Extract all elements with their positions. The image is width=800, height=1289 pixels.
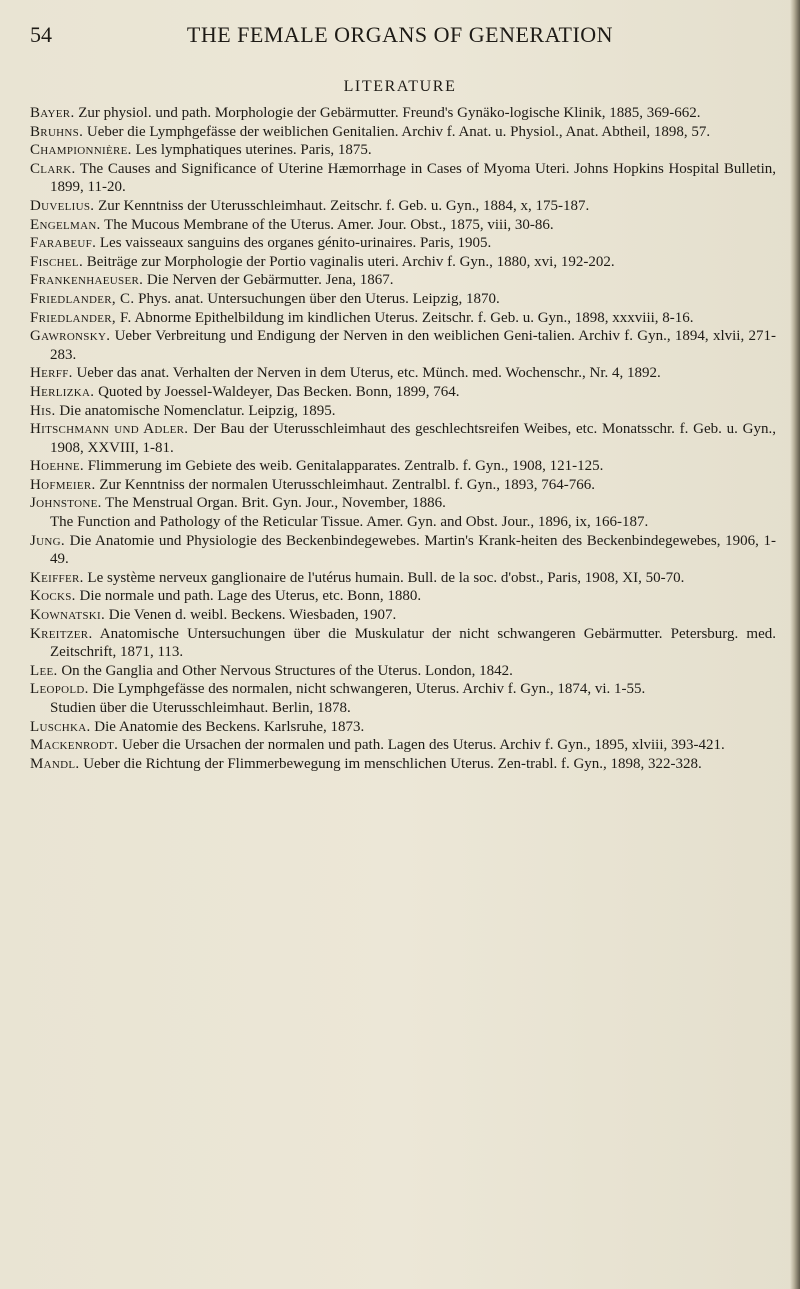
reference-text: Zur physiol. und path. Morphologie der Gebärmutter. Freund's Gynäko-logische Klinik, 1885, 369-662. bbox=[78, 105, 701, 121]
page-header bbox=[30, 20, 770, 54]
reference-entry bbox=[30, 141, 776, 160]
reference-entry bbox=[30, 494, 776, 513]
reference-author: His. bbox=[30, 402, 56, 419]
reference-text: Ueber das anat. Verhalten der Nerven in dem Uterus, etc. Münch. med. Wochenschr., Nr. 4, 1892. bbox=[76, 365, 661, 382]
reference-text: Die Nerven der Gebärmutter. Jena, 1867. bbox=[146, 272, 394, 289]
reference-author: Hoehne. bbox=[30, 458, 84, 475]
reference-text: Ueber die Ursachen der normalen und path. Lagen des Uterus. Archiv f. Gyn., 1895, xlviii, 393-421. bbox=[121, 737, 725, 754]
reference-text: The Function and Pathology of the Reticular Tissue. Amer. Gyn. and Obst. Jour., 1896, ix, 166-187. bbox=[50, 514, 649, 531]
reference-entry bbox=[30, 699, 776, 718]
reference-text: Ueber die Lymphgefässe der weiblichen Genitalien. Archiv f. Anat. u. Physiol., Anat. Abtheil, 1898, 57. bbox=[86, 123, 711, 140]
reference-entry bbox=[30, 718, 776, 737]
reference-text: Les lymphatiques uterines. Paris, 1875. bbox=[135, 142, 372, 159]
reference-author: Frankenhaeuser. bbox=[30, 272, 144, 289]
reference-author: Johnstone. bbox=[30, 495, 102, 512]
reference-entry bbox=[30, 197, 776, 216]
reference-text: Phys. anat. Untersuchungen über den Uterus. Leipzig, 1870. bbox=[138, 290, 500, 307]
reference-author: Hitschmann und Adler. bbox=[30, 421, 189, 438]
reference-author: Bayer. bbox=[30, 105, 75, 121]
reference-author: Leopold. bbox=[30, 681, 89, 698]
reference-author: Kownatski. bbox=[30, 607, 106, 624]
reference-author: Herff. bbox=[30, 365, 73, 382]
reference-entry bbox=[30, 383, 776, 402]
reference-entry bbox=[30, 271, 776, 290]
reference-text: Zur Kenntniss der normalen Uterusschleimhaut. Zentralbl. f. Gyn., 1893, 764-766. bbox=[99, 476, 596, 493]
reference-entry bbox=[30, 104, 776, 123]
reference-entry bbox=[30, 476, 776, 495]
reference-author: Herlizka. bbox=[30, 383, 95, 400]
reference-entry bbox=[30, 625, 776, 662]
reference-entry bbox=[30, 513, 776, 532]
reference-text: Quoted by Joessel-Waldeyer, Das Becken. Bonn, 1899, 764. bbox=[98, 383, 460, 400]
reference-author: Jung. bbox=[30, 532, 65, 549]
reference-author: Championnière. bbox=[30, 142, 132, 159]
reference-text: Les vaisseaux sanguins des organes génito-urinaires. Paris, 1905. bbox=[99, 235, 492, 252]
reference-entry bbox=[30, 736, 776, 755]
reference-entry bbox=[30, 532, 776, 569]
reference-text: Der Bau der Uterusschleimhaut des geschlechtsreifen Weibes, etc. Monatsschr. f. Geb. u. Gyn., 1908, XXVIII, 1-81. bbox=[50, 421, 776, 456]
reference-author: Friedlander, F. bbox=[30, 309, 132, 326]
reference-entry bbox=[30, 420, 776, 457]
reference-author: Kreitzer. bbox=[30, 625, 93, 642]
reference-text: Die normale und path. Lage des Uterus, etc. Bonn, 1880. bbox=[79, 588, 422, 605]
reference-entry bbox=[30, 587, 776, 606]
reference-text: Die Anatomie des Beckens. Karlsruhe, 1873. bbox=[94, 718, 365, 735]
reference-author: Farabeuf. bbox=[30, 235, 97, 252]
reference-entry bbox=[30, 216, 776, 235]
reference-entry bbox=[30, 290, 776, 309]
reference-entry bbox=[30, 662, 776, 681]
reference-entry bbox=[30, 123, 776, 142]
reference-author: Hofmeier. bbox=[30, 476, 96, 493]
reference-text: Beiträge zur Morphologie der Portio vaginalis uteri. Archiv f. Gyn., 1880, xvi, 192-202. bbox=[86, 253, 615, 270]
reference-author: Kocks. bbox=[30, 588, 76, 605]
reference-entry bbox=[30, 680, 776, 699]
reference-entry bbox=[30, 606, 776, 625]
reference-text: Flimmerung im Gebiete des weib. Genitalapparates. Zentralb. f. Gyn., 1908, 121-125. bbox=[87, 458, 604, 475]
reference-author: Mandl. bbox=[30, 755, 80, 772]
reference-text: Le système nerveux ganglionaire de l'utérus humain. Bull. de la soc. d'obst., Paris, 1908, XI, 50-70. bbox=[87, 569, 685, 586]
reference-entry bbox=[30, 569, 776, 588]
reference-text: Zur Kenntniss der Uterusschleimhaut. Zeitschr. f. Geb. u. Gyn., 1884, x, 175-187. bbox=[98, 197, 590, 214]
reference-author: Engelman. bbox=[30, 216, 101, 233]
reference-author: Duvelius. bbox=[30, 197, 95, 214]
reference-entry bbox=[30, 457, 776, 476]
reference-text: Ueber Verbreitung und Endigung der Nerven in den weiblichen Geni-talien. Archiv f. Gyn., 1894, xlvii, 271-283. bbox=[50, 328, 776, 363]
reference-entry bbox=[30, 160, 776, 197]
reference-text: Die Lymphgefässe des normalen, nicht schwangeren, Uterus. Archiv f. Gyn., 1874, vi. 1-55. bbox=[92, 681, 646, 698]
reference-author: Bruhns. bbox=[30, 123, 84, 140]
reference-entry bbox=[30, 364, 776, 383]
reference-entry bbox=[30, 234, 776, 253]
reference-list bbox=[30, 104, 776, 773]
reference-author: Gawronsky. bbox=[30, 328, 111, 345]
reference-text: The Mucous Membrane of the Uterus. Amer. Jour. Obst., 1875, viii, 30-86. bbox=[104, 216, 554, 233]
reference-text: The Menstrual Organ. Brit. Gyn. Jour., November, 1886. bbox=[105, 495, 446, 512]
section-title: LITERATURE bbox=[343, 78, 457, 95]
reference-text: Die Venen d. weibl. Beckens. Wiesbaden, 1907. bbox=[108, 607, 397, 624]
reference-author: Clark. bbox=[30, 160, 76, 177]
reference-text: Die Anatomie und Physiologie des Beckenbindegewebes. Martin's Krank-heiten des Beckenbindegewebes, 1906, 1-49. bbox=[50, 532, 776, 568]
reference-author: Luschka. bbox=[30, 718, 91, 735]
reference-entry bbox=[30, 253, 776, 272]
reference-entry bbox=[30, 309, 776, 328]
reference-text: Studien über die Uterusschleimhaut. Berlin, 1878. bbox=[50, 700, 351, 716]
reference-text: Ueber die Richtung der Flimmerbewegung im menschlichen Uterus. Zen-trabl. f. Gyn., 1898, 322-328. bbox=[83, 755, 702, 772]
reference-entry bbox=[30, 755, 776, 774]
reference-text: Anatomische Untersuchungen über die Muskulatur der nicht schwangeren Gebärmutter. Petersburg. med. Zeitschrift, 1871, 113. bbox=[50, 625, 776, 661]
reference-author: Keiffer. bbox=[30, 569, 84, 586]
reference-entry bbox=[30, 402, 776, 421]
reference-author: Mackenrodt. bbox=[30, 737, 119, 754]
reference-author: Fischel. bbox=[30, 253, 83, 270]
reference-text: Abnorme Epithelbildung im kindlichen Uterus. Zeitschr. f. Geb. u. Gyn., 1898, xxxviii, 8-16. bbox=[134, 309, 694, 326]
reference-text: On the Ganglia and Other Nervous Structures of the Uterus. London, 1842. bbox=[61, 662, 513, 679]
reference-author: Friedlander, C. bbox=[30, 290, 135, 307]
running-head: THE FEMALE ORGANS OF GENERATION bbox=[186, 22, 614, 47]
page-number: 54 bbox=[30, 22, 52, 47]
page-edge-shadow bbox=[790, 0, 800, 1289]
reference-author: Lee. bbox=[30, 662, 58, 679]
reference-entry bbox=[30, 327, 776, 364]
reference-text: Die anatomische Nomenclatur. Leipzig, 1895. bbox=[59, 402, 336, 419]
reference-text: The Causes and Significance of Uterine Hæmorrhage in Cases of Myoma Uteri. Johns Hopkins Hospital Bulletin, 1899, 11-20. bbox=[50, 160, 776, 196]
